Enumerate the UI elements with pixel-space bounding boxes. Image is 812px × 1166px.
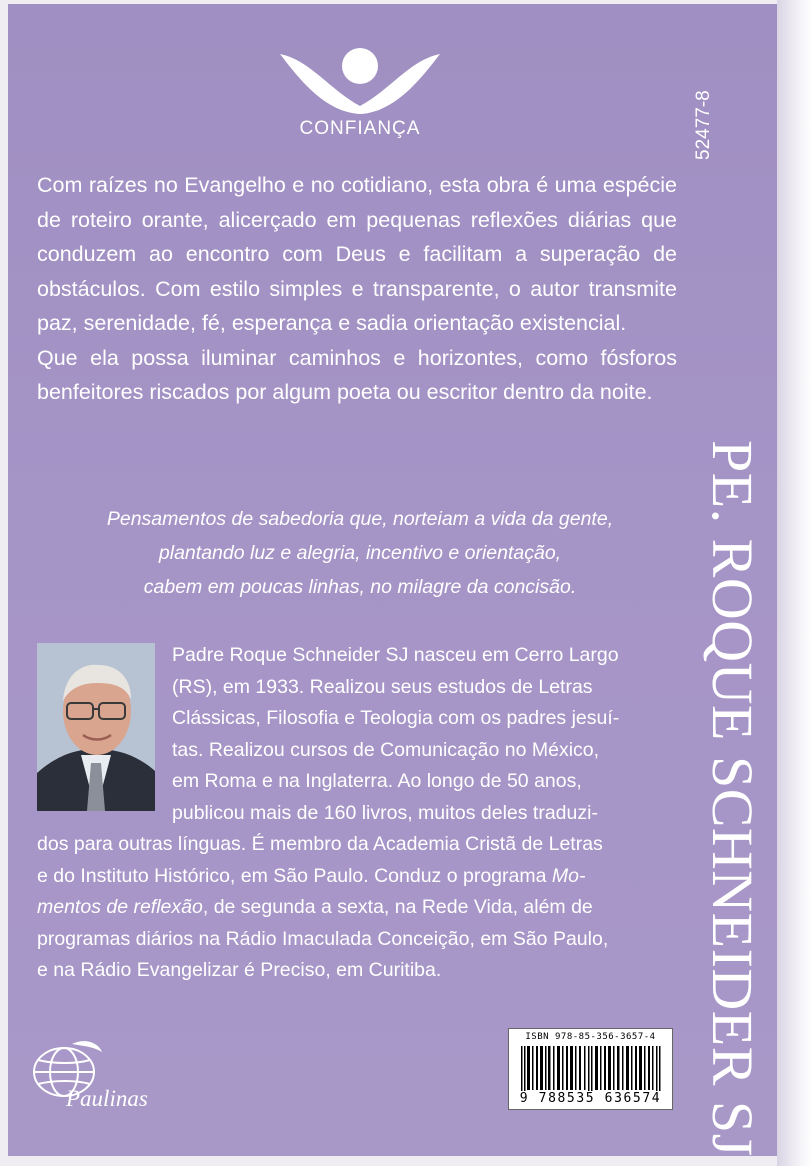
publisher-name: Paulinas <box>66 1086 148 1111</box>
bio-line: dos para outras línguas. É membro da Academia Cristã de Letras <box>37 833 603 855</box>
bio-line <box>37 861 677 893</box>
bio-line: Clássicas, Filosofia e Teologia com os padres jesuí- <box>172 707 620 729</box>
bio-line: tas. Realizou cursos de Comunicação no México, <box>172 738 600 761</box>
quote <box>40 502 680 604</box>
confianca-logo-icon <box>270 40 450 120</box>
bio-line: Padre Roque Schneider SJ nasceu em Cerro Largo <box>172 644 619 666</box>
cover-spine-edge <box>777 0 812 1166</box>
quote-line: plantando luz e alegria, incentivo e orientação, <box>158 542 562 564</box>
author-bio <box>37 640 677 987</box>
product-code: 52477-8 <box>693 90 714 160</box>
bio-line: em Roma e na Inglaterra. Ao longo de 50 anos, <box>172 770 582 792</box>
publisher-logo <box>26 1036 146 1116</box>
quote-line: Pensamentos de sabedoria que, norteiam a vida da gente, <box>106 508 614 530</box>
bio-line <box>37 892 677 924</box>
confianca-logo <box>270 40 450 150</box>
isbn-text: ISBN 978-85-356-3657-4 <box>525 1032 656 1042</box>
description-paragraph: Com raízes no Evangelho e no cotidiano, esta obra é uma espécie de roteiro orante, alicerçado em pequenas reflexões diárias que conduzem ao encontro com Deus e facilitam a superação de obstáculos. Com estilo simples e transparente, o autor transmite paz, serenidade, fé, esperança e sadia orientação existencial. <box>37 173 677 335</box>
description-paragraph: Que ela possa iluminar caminhos e horizontes, como fósforos benfeitores riscados por algum poeta ou escritor dentro da noite. <box>37 345 677 404</box>
bio-line: e na Rádio Evangelizar é Preciso, em Curitiba. <box>37 959 442 981</box>
bio-line: programas diários na Rádio Imaculada Conceição, em São Paulo, <box>37 927 609 950</box>
quote-line: cabem em poucas linhas, no milagre da concisão. <box>143 576 577 598</box>
author-name-spine: PE. ROQUE SCHNEIDER SJ <box>700 440 765 1157</box>
ean-digits: 9 788535 636574 <box>509 1091 672 1106</box>
bio-line: publicou mais de 160 livros, muitos deles traduzi- <box>172 801 598 824</box>
barcode <box>508 1028 673 1110</box>
bio-text: , de segunda a sexta, na Rede Vida, além de <box>202 896 593 918</box>
bio-line: (RS), em 1933. Realizou seus estudos de Letras <box>172 675 593 698</box>
logo-label: CONFIANÇA <box>299 118 421 139</box>
program-title: Mo- <box>551 864 586 887</box>
book-description <box>37 168 677 410</box>
bio-text: e do Instituto Histórico, em São Paulo. Conduz o programa <box>37 864 547 887</box>
program-title: mentos de reflexão <box>37 896 203 918</box>
